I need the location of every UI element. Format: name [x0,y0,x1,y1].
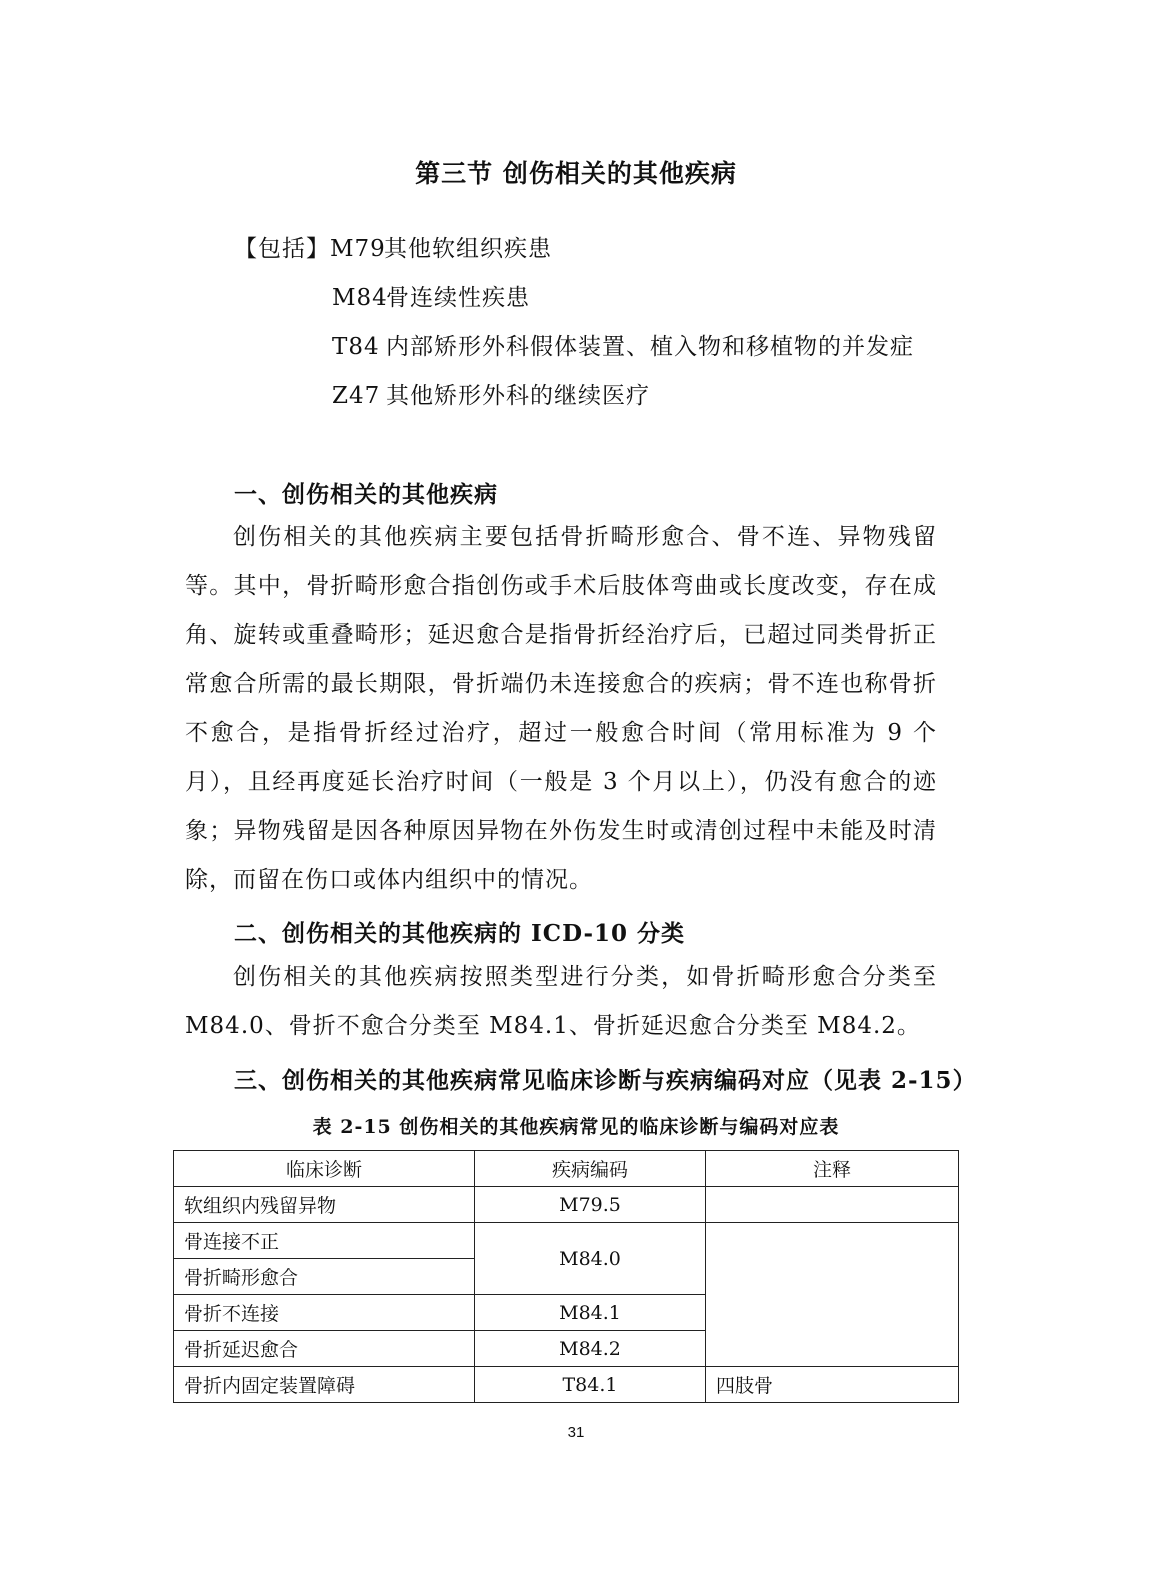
table-caption: 表 2-15 创伤相关的其他疾病常见的临床诊断与编码对应表 [312,1116,840,1138]
include-desc: 骨连续性疾患 [386,285,530,311]
table-header-row [174,1151,959,1187]
includes-row-2 [332,279,530,312]
section-title: 第三节 创伤相关的其他疾病 [415,159,737,188]
cell-code: M84.2 [475,1331,706,1367]
include-desc: 内部矫形外科假体装置、植入物和移植物的并发症 [386,334,914,360]
cell-code: M84.0 [475,1223,706,1295]
header-diagnosis: 临床诊断 [174,1151,475,1187]
header-code: 疾病编码 [475,1151,706,1187]
cell-code: M79.5 [475,1187,706,1223]
cell-diagnosis: 骨折畸形愈合 [174,1259,475,1295]
cell-diagnosis: 骨折内固定装置障碍 [174,1367,475,1403]
paragraph-1: 创伤相关的其他疾病主要包括骨折畸形愈合、骨不连、异物残留等。其中，骨折畸形愈合指创伤或手术后肢体弯曲或长度改变，存在成角、旋转或重叠畸形；延迟愈合是指骨折经治疗后，已超过同类骨折正常愈合所需的最长期限，骨折端仍未连接愈合的疾病；骨不连也称骨折不愈合，是指骨折经过治疗，超过一般愈合时间（常用标准为 9 个月），且经再度延长治疗时间（一般是 3 个月以上），仍没有愈合的迹象；异物残留是因各种原因异物在外伤发生时或清创过程中未能及时清除，而留在伤口或体内组织中的情况。 [185,524,937,893]
include-desc: 其他软组织疾患 [384,236,552,262]
include-code: M79 [330,236,386,262]
diagnosis-code-table [173,1150,959,1403]
cell-diagnosis: 软组织内残留异物 [174,1187,475,1223]
include-code: M84 [332,285,388,311]
includes-label: 【包括】 [234,236,330,262]
includes-row-3 [332,328,914,361]
cell-note [706,1187,959,1223]
includes-row-1 [234,230,552,263]
cell-code: T84.1 [475,1367,706,1403]
cell-diagnosis: 骨折不连接 [174,1295,475,1331]
heading-3: 三、创伤相关的其他疾病常见临床诊断与疾病编码对应（见表 2-15） [234,1067,977,1094]
table-row [174,1367,959,1403]
cell-diagnosis: 骨折延迟愈合 [174,1331,475,1367]
cell-note: 四肢骨 [706,1367,959,1403]
paragraph-2: 创伤相关的其他疾病按照类型进行分类，如骨折畸形愈合分类至 M84.0、骨折不愈合分类至 M84.1、骨折延迟愈合分类至 M84.2。 [185,964,937,1039]
table-row [174,1187,959,1223]
header-note: 注释 [706,1151,959,1187]
include-code: Z47 [332,383,381,409]
heading-2: 二、创伤相关的其他疾病的 ICD-10 分类 [234,920,686,947]
page-number: 31 [567,1424,585,1441]
include-code: T84 [332,334,380,360]
cell-diagnosis: 骨连接不正 [174,1223,475,1259]
includes-row-4 [332,377,650,410]
include-desc: 其他矫形外科的继续医疗 [386,383,650,409]
heading-1: 一、创伤相关的其他疾病 [234,481,498,508]
cell-code: M84.1 [475,1295,706,1331]
cell-note [706,1223,959,1367]
table-row [174,1223,959,1259]
